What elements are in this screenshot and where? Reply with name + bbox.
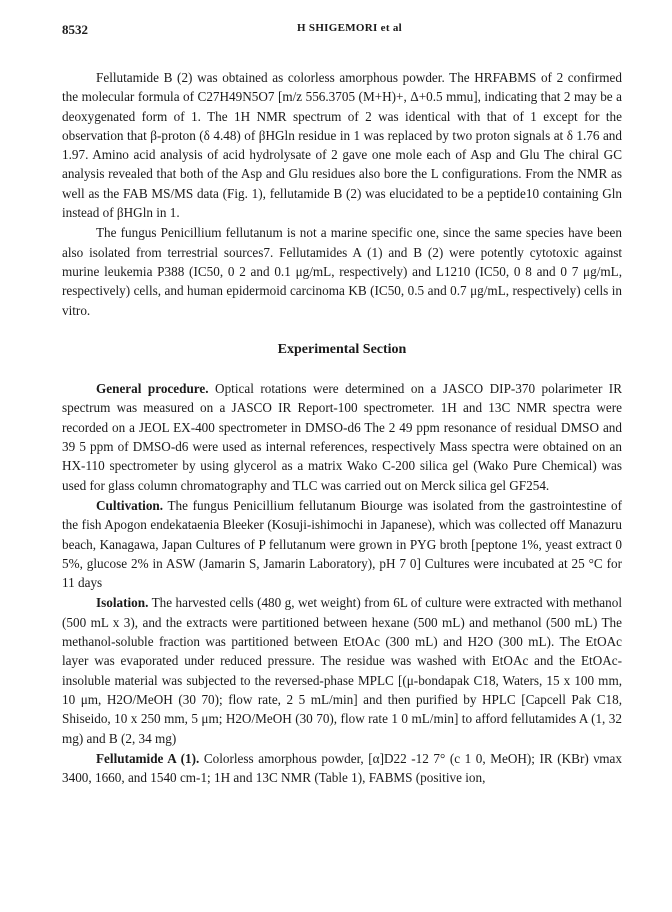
experimental-paragraph bbox=[62, 593, 622, 747]
experimental-paragraph bbox=[62, 379, 622, 495]
paragraph-text: The harvested cells (480 g, wet weight) from 6L of culture were extracted with methanol (500 mL x 3), and the extracts were partitioned between hexane (500 mL) and methanol (500 mL) The methanol-soluble fraction was partitioned between EtOAc (300 mL) and H2O (300 mL). The EtOAc layer was evaporated under reduced pressure. The residue was washed with EtOAc and the EtOAc-insoluble material was subjected to the reversed-phase MPLC [(μ-bondapak C18, Waters, 15 x 100 mm, 10 μm, H2O/MeOH (30 70); flow rate, 2 5 mL/min] and then purified by HPLC [Capcell Pak C18, Shiseido, 10 x 250 mm, 5 μm; H2O/MeOH (30 70), flow rate 1 0 mL/min] to afford fellutamides A (1, 32 mg) and B (2, 34 mg) bbox=[62, 595, 622, 746]
paragraph-text: The fungus Penicillium fellutanum Biourge was isolated from the gastrointestine of the fish Apogon endekataenia Bleeker (Kosuji-ishimochi in Japanese), which was collected off Manazuru beach, Kanagawa, Japan Cultures of P fellutanum were grown in PYG broth [peptone 1%, yeast extract 0 5%, glucose 2% in ASW (Jamarin S, Jamarin Laboratory), pH 7 0] Cultures were incubated at 25 °C for 11 days bbox=[62, 497, 622, 591]
body-text bbox=[62, 68, 622, 788]
run-in-heading: General procedure. bbox=[96, 381, 209, 397]
run-in-heading: Cultivation. bbox=[96, 497, 164, 513]
page-number: 8532 bbox=[62, 22, 88, 37]
experimental-paragraph bbox=[62, 749, 622, 788]
paragraph-text: Colorless amorphous powder, [α]D22 -12 7° (c 1 0, MeOH); IR (KBr) νmax 3400, 1660, and 1540 cm-1; 1H and 13C NMR (Table 1), FABMS (positive ion, bbox=[62, 750, 622, 786]
paragraph-text: Optical rotations were determined on a JASCO DIP-370 polarimeter IR spectrum was measured on a JASCO IR Report-100 spectrometer. 1H and 13C NMR spectra were recorded on a JEOL EX-400 spectrometer in DMSO-d6 The 2 49 ppm resonance of residual DMSO and 39 5 ppm of DMSO-d6 were used as internal references, respectively Mass spectra were obtained on an HX-110 spectrometer by using glycerol as a matrix Wako C-200 silica gel (Wako Pure Chemical) was used for glass column chromatography and TLC was carried out on Merck silica gel GF254. bbox=[62, 381, 622, 493]
section-title: Experimental Section bbox=[277, 341, 407, 357]
run-in-heading: Isolation. bbox=[96, 595, 149, 611]
running-head: H SHIGEMORI et al bbox=[297, 22, 403, 34]
paragraph: Fellutamide B (2) was obtained as colorless amorphous powder. The HRFABMS of 2 confirmed the molecular formula of C27H49N5O7 [m/z 556.3705 (M+H)+, Δ+0.5 mmu], indicating that 2 may be a deoxygenated form of 1. The 1H NMR spectrum of 2 was identical with that of 1 except for the observation that β-proton (δ 4.48) of βHGln residue in 1 was replaced by two proton signals at δ 1.76 and 1.97. Amino acid analysis of acid hydrolysate of 2 gave one mole each of Asp and Glu The chiral GC analysis revealed that both of the Asp and Glu residues also bore the L configurations. From the NMR as well as the FAB MS/MS data (Fig. 1), fellutamide B (2) was elucidated to be a peptide10 containing Gln instead of βHGln in 1. bbox=[62, 70, 622, 221]
paragraph: The fungus Penicillium fellutanum is not a marine specific one, since the same species have been also isolated from terrestrial sources7. Fellutamides A (1) and B (2) were potently cytotoxic against murine leukemia P388 (IC50, 0 2 and 0.1 μg/mL, respectively) and L1210 (IC50, 0 8 and 0 7 μg/mL, respectively) cells, and human epidermoid carcinoma KB (IC50, 0.5 and 0.7 μg/mL, respectively) cells in vitro. bbox=[62, 225, 622, 318]
compound-heading: Fellutamide A (1). bbox=[96, 750, 200, 766]
experimental-paragraph bbox=[62, 496, 622, 592]
page-header bbox=[62, 22, 624, 42]
